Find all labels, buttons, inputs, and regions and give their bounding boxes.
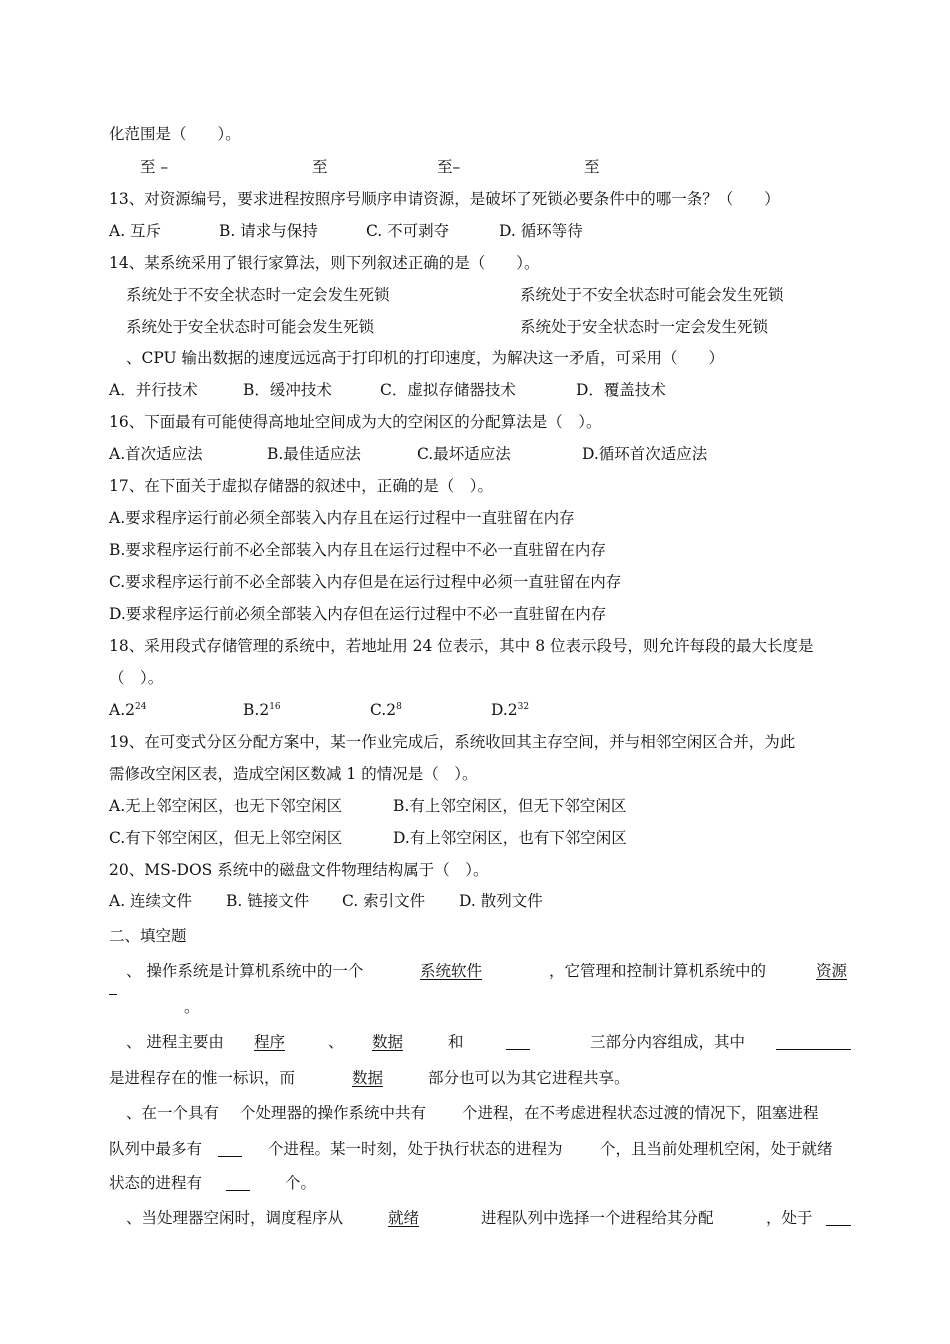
fill-2-blank-3: [506, 1033, 530, 1050]
question-17-option-a: A.要求程序运行前必须全部装入内存且在运行过程中一直驻留在内存: [109, 509, 575, 527]
question-12-option-d: 至: [584, 158, 600, 176]
fill-2-answer-3: [342, 1068, 397, 1088]
fill-2-prefix: 、 进程主要由: [126, 1033, 224, 1051]
question-20-option-c: C. 索引文件: [342, 892, 426, 910]
fill-1-answer-1: 系统软件: [420, 962, 483, 980]
fill-1-end: 。: [184, 998, 200, 1016]
question-14-stem: 14、某系统采用了银行家算法，则下列叙述正确的是（ ）。: [109, 254, 540, 272]
answer-data-2: 数据: [352, 1069, 384, 1087]
fill-3-line-2-c: 个，且当前处理机空闲，处于就绪: [600, 1140, 833, 1158]
fill-1-answer-2: 资源: [816, 962, 848, 980]
option-b-base: B.2: [243, 701, 270, 719]
option-c-exponent: 8: [396, 702, 402, 712]
question-17-option-d: D.要求程序运行前必须全部装入内存但在运行过程中不必一直驻留在内存: [109, 605, 607, 623]
fill-2-blank-4: [776, 1033, 851, 1050]
fill-4-middle: 进程队列中选择一个进程给其分配: [481, 1209, 714, 1227]
question-13-stem: 13、对资源编号，要求进程按照序号顺序申请资源，是破坏了死锁必要条件中的哪一条？（ ）: [109, 190, 780, 208]
fill-3-line-1-a: 、在一个具有: [126, 1104, 220, 1122]
fill-1-middle: ，它管理和控制计算机系统中的: [549, 962, 767, 980]
option-a-exponent: 24: [134, 702, 147, 712]
question-18-option-b: [243, 700, 281, 720]
question-18-option-c: [370, 700, 402, 720]
fill-3-line-1-b: 个处理器的操作系统中共有: [240, 1104, 427, 1122]
fill-3-blank-1: [218, 1140, 242, 1157]
fill-2-middle: 三部分内容组成，其中: [590, 1033, 746, 1051]
answer-program: 程序: [254, 1033, 286, 1051]
fill-2-line-2-a: 是进程存在的惟一标识，而: [109, 1069, 296, 1087]
question-16-stem: 16、下面最有可能使得高地址空间成为大的空闲区的分配算法是（ ）。: [109, 413, 602, 431]
fill-4-end: ，处于: [766, 1209, 813, 1227]
question-16-option-a: A.首次适应法: [109, 445, 203, 463]
question-20-option-b: B. 链接文件: [226, 892, 310, 910]
fill-4-blank-2: [826, 1209, 851, 1226]
answer-data: 数据: [372, 1033, 404, 1051]
question-15-stem: 、CPU 输出数据的速度远远高于打印机的打印速度，为解决这一矛盾，可采用（ ）: [126, 349, 725, 367]
option-b-exponent: 16: [269, 702, 281, 712]
fill-2-line-2-b: 部分也可以为其它进程共享。: [428, 1069, 630, 1087]
option-a-base: A.2: [109, 701, 135, 719]
question-18-stem-line-1: 18、采用段式存储管理的系统中，若地址用 24 位表示，其中 8 位表示段号，则允许每段的最大长度是: [109, 637, 814, 655]
option-d-base: D.2: [491, 701, 518, 719]
question-12-stem-tail: 化范围是（ ）。: [109, 125, 241, 143]
question-19-option-b: B.有上邻空闲区，但无下邻空闲区: [393, 797, 627, 815]
fill-2-answer-2: [362, 1032, 413, 1052]
question-20-option-d: D. 散列文件: [459, 892, 543, 910]
fill-1-blank-line: [109, 978, 117, 995]
fill-3-line-3-b: 个。: [285, 1174, 317, 1192]
fill-3-line-2-b: 个进程。某一时刻，处于执行状态的进程为: [268, 1140, 563, 1158]
question-18-option-d: [491, 700, 529, 720]
question-13-option-b: B. 请求与保持: [219, 222, 318, 240]
question-15-option-c: C．虚拟存储器技术: [380, 381, 516, 399]
question-14-option-d: 系统处于安全状态时一定会发生死锁: [520, 318, 769, 336]
fill-2-separator: 、: [328, 1033, 344, 1051]
question-19-option-a: A.无上邻空闲区，也无下邻空闲区: [109, 797, 343, 815]
question-19-option-d: D.有上邻空闲区，也有下邻空闲区: [393, 829, 627, 847]
question-13-option-a: A. 互斥: [109, 222, 162, 240]
question-12-option-b: 至: [312, 158, 328, 176]
question-17-stem: 17、在下面关于虚拟存储器的叙述中，正确的是（ ）。: [109, 477, 493, 495]
fill-3-line-1-c: 个进程，在不考虑进程状态过渡的情况下，阻塞进程: [462, 1104, 819, 1122]
fill-4-prefix: 、当处理器空闲时，调度程序从: [126, 1209, 344, 1227]
question-19-stem-line-2: 需修改空闲区表，造成空闲区数减 1 的情况是（ ）。: [109, 765, 478, 783]
question-18-option-a: [109, 700, 146, 720]
fill-2-and: 和: [448, 1033, 464, 1051]
option-d-exponent: 32: [517, 702, 530, 712]
question-19-stem-line-1: 19、在可变式分区分配方案中，某一作业完成后，系统收回其主存空间，并与相邻空闲区合并，为此: [109, 733, 796, 751]
question-20-option-a: A. 连续文件: [109, 892, 193, 910]
question-13-option-d: D. 循环等待: [499, 222, 583, 240]
question-19-option-c: C.有下邻空闲区，但无上邻空闲区: [109, 829, 343, 847]
question-16-option-d: D.循环首次适应法: [582, 445, 708, 463]
question-12-option-c: 至–: [437, 158, 461, 176]
fill-2-answer-1: [238, 1032, 301, 1052]
question-14-option-b: 系统处于不安全状态时可能会发生死锁: [520, 286, 784, 304]
fill-3-blank-2: [226, 1174, 250, 1191]
fill-4-answer-1: [370, 1208, 435, 1228]
question-16-option-b: B.最佳适应法: [267, 445, 361, 463]
question-15-option-a: A．并行技术: [109, 381, 198, 399]
question-15-option-b: B．缓冲技术: [243, 381, 332, 399]
fill-1-prefix: 、 操作系统是计算机系统中的一个: [126, 962, 364, 980]
section-heading-fill-in: 二、填空题: [109, 927, 187, 945]
question-15-option-d: D．覆盖技术: [576, 381, 666, 399]
question-18-stem-line-2: （ ）。: [109, 669, 164, 687]
question-20-stem: 20、MS-DOS 系统中的磁盘文件物理结构属于（ ）。: [109, 861, 489, 879]
question-13-option-c: C. 不可剥夺: [366, 222, 450, 240]
option-c-base: C.2: [370, 701, 397, 719]
fill-3-line-3-a: 状态的进程有: [109, 1174, 203, 1192]
question-14-option-c: 系统处于安全状态时可能会发生死锁: [126, 318, 375, 336]
fill-3-line-2-a: 队列中最多有: [109, 1140, 203, 1158]
answer-ready: 就绪: [388, 1209, 420, 1227]
question-14-option-a: 系统处于不安全状态时一定会发生死锁: [126, 286, 390, 304]
question-17-option-b: B.要求程序运行前不必全部装入内存且在运行过程中不必一直驻留在内存: [109, 541, 606, 559]
question-12-option-a: 至 –: [140, 158, 169, 176]
question-17-option-c: C.要求程序运行前不必全部装入内存但是在运行过程中必须一直驻留在内存: [109, 573, 622, 591]
question-16-option-c: C.最坏适应法: [417, 445, 511, 463]
